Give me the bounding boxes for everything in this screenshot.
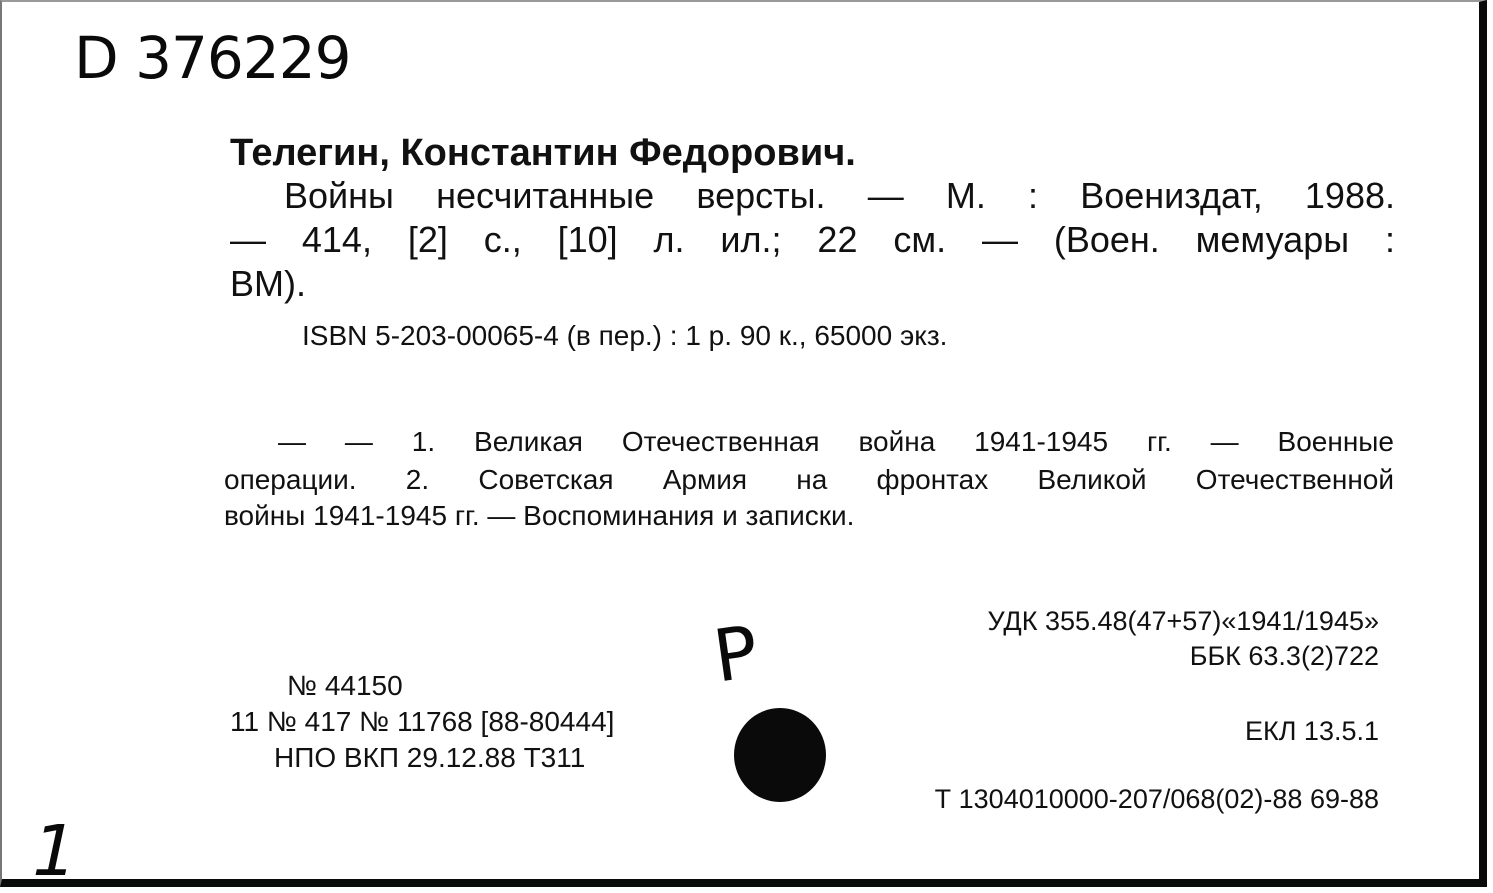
subject-line-2: операции. 2. Советская Армия на фронтах Великой Отечественной bbox=[224, 464, 1394, 495]
record-number: № 44150 bbox=[287, 670, 403, 701]
subject-line-3: войны 1941-1945 гг. — Воспоминания и записки. bbox=[224, 500, 855, 531]
description-line-1: Войны несчитанные версты. — М. : Воениздат, 1988. bbox=[284, 175, 1395, 216]
handwritten-mark: Р bbox=[708, 609, 764, 699]
isbn-line: ISBN 5-203-00065-4 (в пер.) : 1 р. 90 к., 65000 экз. bbox=[302, 320, 948, 351]
description-line-2: — 414, [2] с., [10] л. ил.; 22 см. — (Воен. мемуары : bbox=[230, 219, 1395, 260]
punch-hole bbox=[734, 708, 826, 802]
author-heading: Телегин, Константин Федорович. bbox=[230, 132, 856, 174]
bbk-code: ББК 63.3(2)722 bbox=[1189, 641, 1379, 671]
t-code: Т 1304010000-207/068(02)-88 69-88 bbox=[934, 784, 1379, 814]
udk-code: УДК 355.48(47+57)«1941/1945» bbox=[987, 606, 1379, 636]
npo-line: НПО ВКП 29.12.88 Т311 bbox=[274, 742, 586, 773]
order-line: 11 № 417 № 11768 [88-80444] bbox=[230, 706, 615, 737]
call-number: D 376229 bbox=[74, 24, 351, 92]
handwritten-number: 1 bbox=[23, 810, 86, 892]
description-line-3: ВМ). bbox=[230, 263, 306, 304]
ekl-code: ЕКЛ 13.5.1 bbox=[1244, 716, 1379, 746]
subject-line-1: — — 1. Великая Отечественная война 1941-1945 гг. — Военные bbox=[278, 426, 1394, 457]
